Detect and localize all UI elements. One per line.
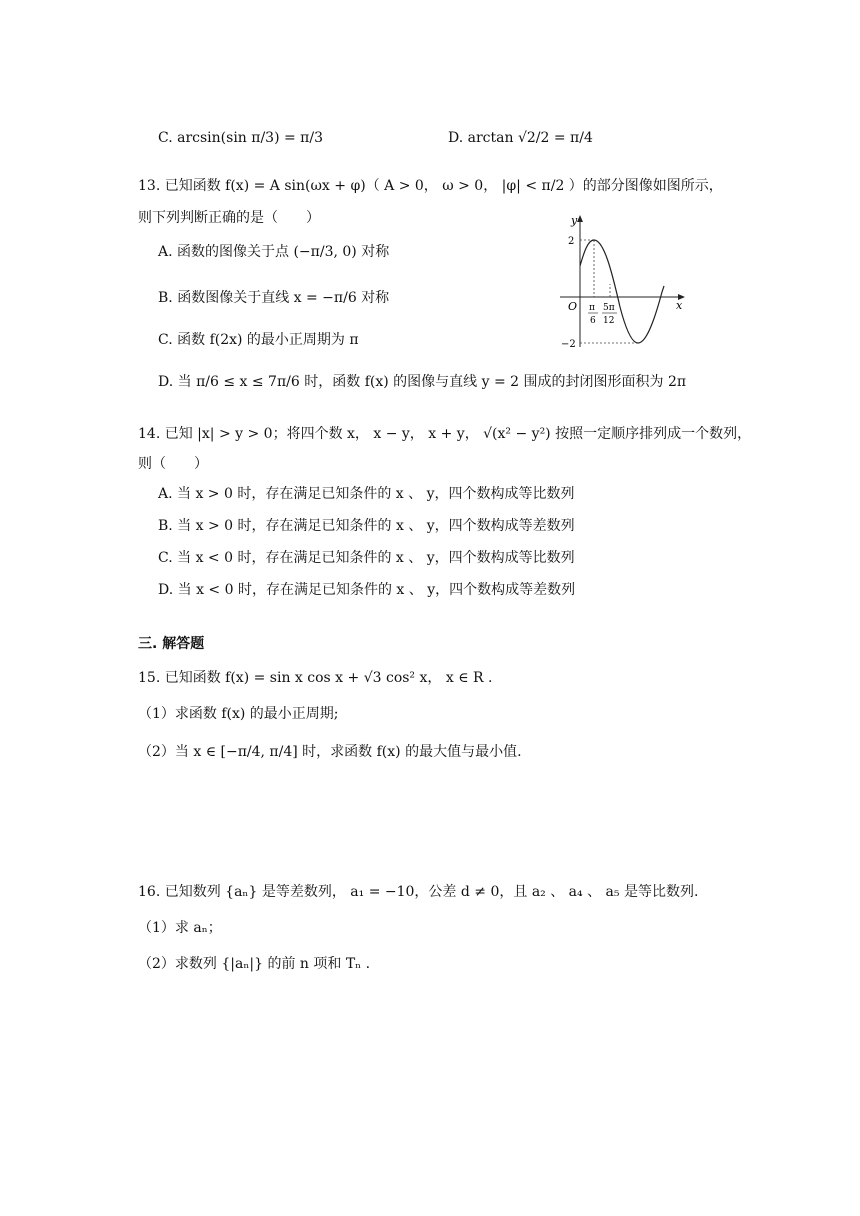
graph-tick-5pi12-num: 5π <box>603 303 615 313</box>
q16-stem: 16. 已知数列 {aₙ} 是等差数列， a₁ = −10，公差 d ≠ 0，且 a₂ 、 a₄ 、 a₅ 是等比数列. <box>138 884 699 900</box>
graph-tick-y-bottom: −2 <box>561 339 576 350</box>
q13-option-c: C. 函数 f(2x) 的最小正周期为 π <box>158 332 359 348</box>
q15-part2: （2）当 x ∈ [−π/4, π/4] 时，求函数 f(x) 的最大值与最小值. <box>138 744 522 760</box>
q13-option-b: B. 函数图像关于直线 x = −π/6 对称 <box>158 290 390 306</box>
q15-stem: 15. 已知函数 f(x) = sin x cos x + √3 cos² x， x ∈ R . <box>138 670 493 686</box>
q14-option-d: D. 当 x < 0 时，存在满足已知条件的 x 、 y，四个数构成等差数列 <box>158 582 576 598</box>
q13-stem-line1: 13. 已知函数 f(x) = A sin(ωx + φ)（ A > 0， ω > 0， |φ| < π/2 ）的部分图像如图所示， <box>138 178 723 194</box>
q16-part1: （1）求 aₙ； <box>138 920 222 936</box>
graph-tick-y-top: 2 <box>568 236 575 247</box>
graph-label-y: y <box>571 214 578 227</box>
graph-label-origin: O <box>568 300 578 313</box>
q13-option-a: A. 函数的图像关于点 (−π/3, 0) 对称 <box>158 244 390 260</box>
graph-tick-pi6-num: π <box>589 303 595 313</box>
q13-option-d: D. 当 π/6 ≤ x ≤ 7π/6 时，函数 f(x) 的图像与直线 y = 2 围成的封闭图形面积为 2π <box>158 374 687 390</box>
q16-part2: （2）求数列 {|aₙ|} 的前 n 项和 Tₙ . <box>138 956 371 972</box>
graph-tick-pi6-den: 6 <box>590 316 596 326</box>
q14-option-a: A. 当 x > 0 时，存在满足已知条件的 x 、 y，四个数构成等比数列 <box>158 486 575 502</box>
q14-option-c: C. 当 x < 0 时，存在满足已知条件的 x 、 y，四个数构成等比数列 <box>158 550 575 566</box>
section3-title: 三. 解答题 <box>138 636 205 652</box>
graph-label-x: x <box>676 299 683 312</box>
graph-curve <box>580 240 664 343</box>
graph-tick-5pi12-den: 12 <box>603 316 615 326</box>
q12-option-d: D. arctan √2/2 = π/4 <box>448 130 593 146</box>
graph-y-arrow <box>577 215 583 222</box>
q14-stem-line2: 则（ ） <box>138 456 208 472</box>
q14-option-b: B. 当 x > 0 时，存在满足已知条件的 x 、 y，四个数构成等差数列 <box>158 518 575 534</box>
q13-sine-graph <box>560 212 690 352</box>
q13-stem-line2: 则下列判断正确的是（ ） <box>138 210 320 226</box>
q12-option-c: C. arcsin(sin π/3) = π/3 <box>158 130 324 146</box>
q15-part1: （1）求函数 f(x) 的最小正周期; <box>138 706 339 722</box>
q14-stem-line1: 14. 已知 |x| > y > 0；将四个数 x， x − y， x + y， √(x² − y²) 按照一定顺序排列成一个数列， <box>138 426 752 442</box>
